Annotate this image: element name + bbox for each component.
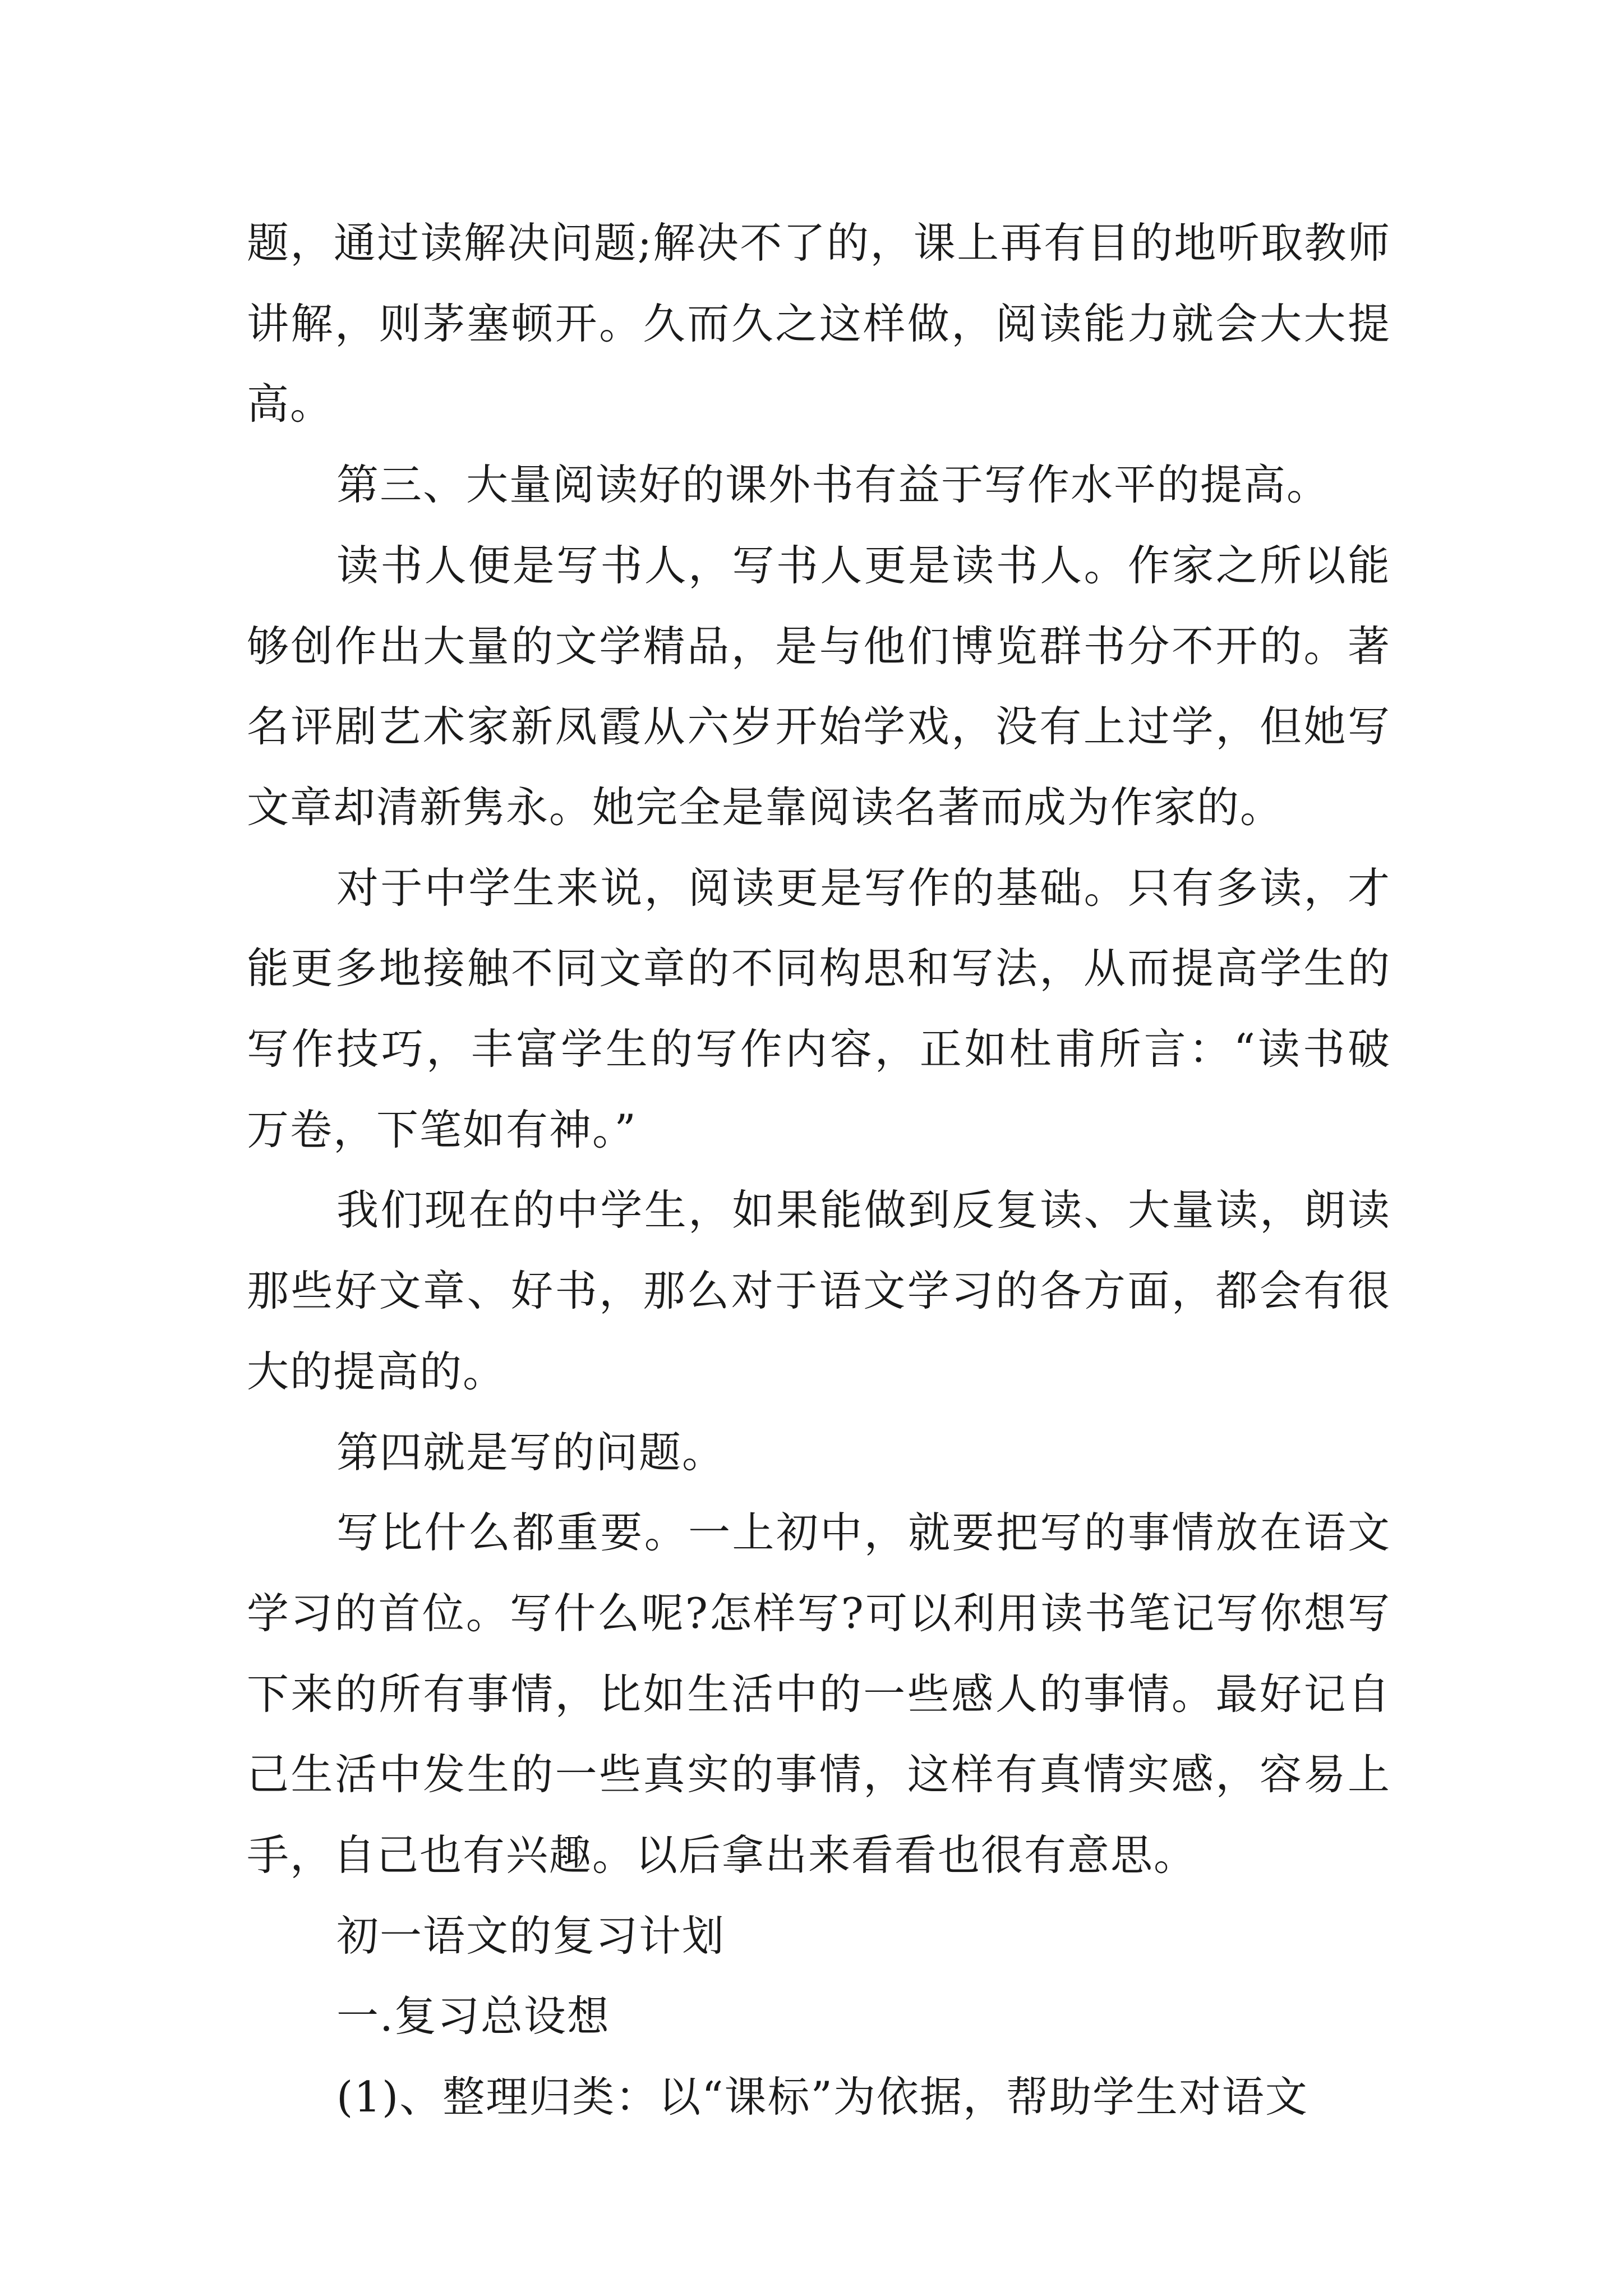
heading-review-overview: 一.复习总设想: [336, 1991, 610, 2041]
paragraph-4: 对于中学生来说，阅读更是写作的基础。只有多读，才能更多地接触不同文章的不同构思和写法，从而提高学生的写作技巧，丰富学生的写作内容，正如杜甫所言：“读书破万卷，下笔如有神。”: [247, 863, 1391, 1154]
paragraph-1: 题，通过读解决问题;解决不了的，课上再有目的地听取教师讲解，则茅塞顿开。久而久之这样做，阅读能力就会大大提高。: [247, 218, 1391, 429]
paragraph-3: 读书人便是写书人，写书人更是读书人。作家之所以能够创作出大量的文学精品，是与他们博览群书分不开的。著名评剧艺术家新凤霞从六岁开始学戏，没有上过学，但她写文章却清新隽永。她完全是靠阅读名著而成为作家的。: [247, 540, 1391, 832]
heading-review-plan: 初一语文的复习计划: [336, 1911, 726, 1961]
paragraph-5: 我们现在的中学生，如果能做到反复读、大量读，朗读那些好文章、好书，那么对于语文学习的各方面，都会有很大的提高的。: [247, 1185, 1391, 1396]
paragraph-10: (1)、整理归类：以“课标”为依据，帮助学生对语文: [336, 2072, 1308, 2122]
paragraph-2: 第三、大量阅读好的课外书有益于写作水平的提高。: [336, 460, 1330, 510]
document-body: [247, 203, 1391, 2138]
paragraph-6: 第四就是写的问题。: [336, 1427, 726, 1477]
paragraph-7: 写比什么都重要。一上初中，就要把写的事情放在语文学习的首位。写什么呢?怎样写?可以利用读书笔记写你想写下来的所有事情，比如生活中的一些感人的事情。最好记自己生活中发生的一些真实的事情，这样有真情实感，容易上手，自己也有兴趣。以后拿出来看看也很有意思。: [247, 1508, 1391, 1880]
